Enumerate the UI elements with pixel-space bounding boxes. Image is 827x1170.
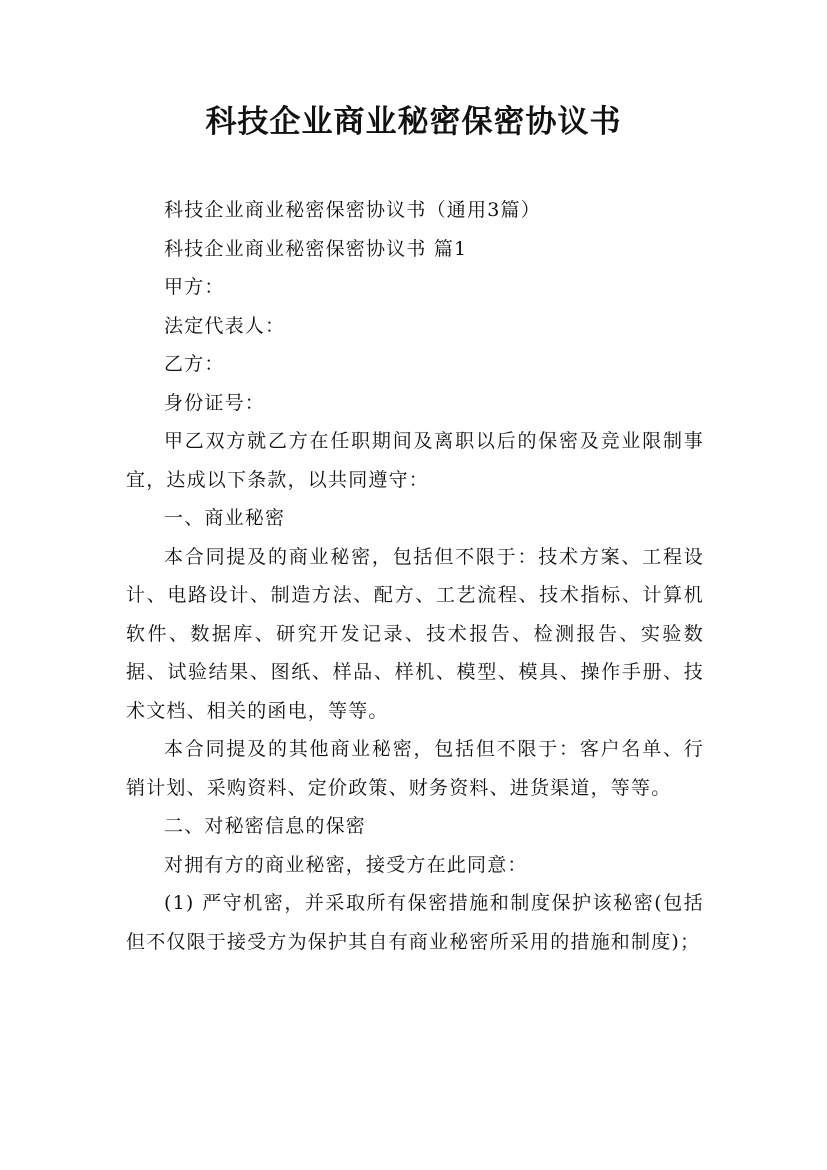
paragraph-section-heading: 科技企业商业秘密保密协议书 篇1 <box>164 237 468 260</box>
paragraph-trade-secret-scope: 本合同提及的商业秘密，包括但不限于：技术方案、工程设计、电路设计、制造方法、配方、工艺流程、技术指标、计算机软件、数据库、研究开发记录、技术报告、检测报告、实验数据、试验结果、图纸、样品、样机、模型、模具、操作手册、技术文档、相关的函电，等等。 <box>126 545 704 722</box>
paragraph-recipient-agrees: 对拥有方的商业秘密，接受方在此同意： <box>164 853 528 876</box>
document-body <box>126 191 704 961</box>
paragraph-heading-confidentiality: 二、对秘密信息的保密 <box>164 815 367 837</box>
paragraph-subtitle: 科技企业商业秘密保密协议书（通用3篇） <box>164 199 541 221</box>
paragraph-clause-1: (1) 严守机密，并采取所有保密措施和制度保护该秘密(包括但不仅限于接受方为保护其自有商业秘密所采用的措施和制度)； <box>126 892 704 953</box>
document-title: 科技企业商业秘密保密协议书 <box>205 104 622 140</box>
paragraph-party-b: 乙方： <box>164 353 225 375</box>
paragraph-heading-trade-secret: 一、商业秘密 <box>164 507 286 529</box>
paragraph-legal-representative: 法定代表人： <box>164 314 286 337</box>
paragraph-party-a: 甲方： <box>164 276 225 298</box>
paragraph-other-trade-secret: 本合同提及的其他商业秘密，包括但不限于：客户名单、行销计划、采购资料、定价政策、财务资料、进货渠道，等等。 <box>126 738 704 799</box>
paragraph-id-number: 身份证号： <box>164 391 266 414</box>
paragraph-intro: 甲乙双方就乙方在任职期间及离职以后的保密及竞业限制事宜，达成以下条款，以共同遵守： <box>126 430 704 491</box>
